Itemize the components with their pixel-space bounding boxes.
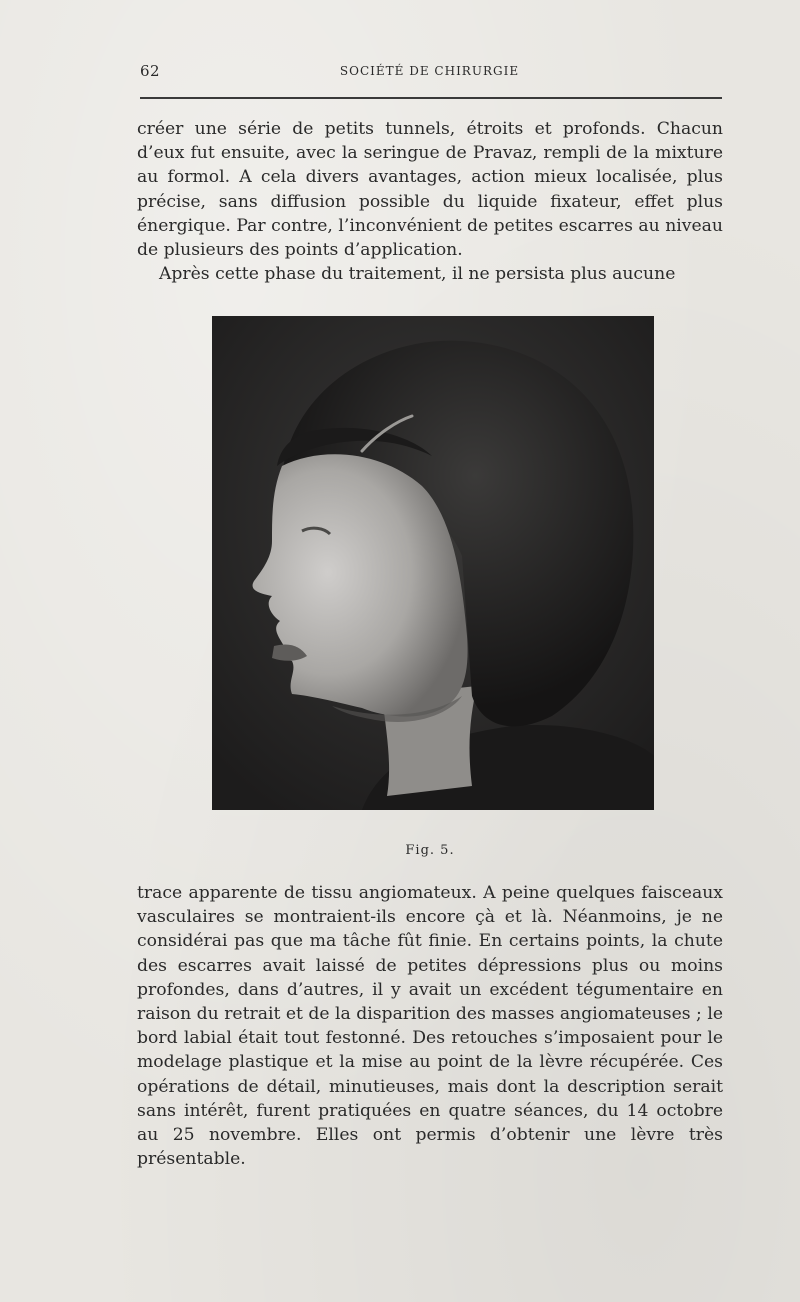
- running-title: SOCIÉTÉ DE CHIRURGIE: [339, 64, 520, 78]
- paragraph: créer une série de petits tunnels, étroits et profonds. Chacun d’eux fut ensuite, avec la seringue de Pravaz, rempli de la mixture au formol. A cela divers avantages, action mieux localisée, plus précise, sans diffusion possible du liquide fixateur, effet plus énergique. Par contre, l’inconvénient de petites escarres au niveau de plusieurs des points d’application.: [137, 119, 723, 261]
- running-head: [137, 62, 722, 84]
- figure-caption: Fig. 5.: [405, 843, 455, 858]
- header-rule: [140, 97, 722, 99]
- body-text-top: [137, 117, 723, 286]
- paragraph: trace apparente de tissu angiomateux. A peine quelques faisceaux vasculaires se montraient-ils encore çà et là. Néanmoins, je ne considérai pas que ma tâche fût finie. En certains points, la chute des escarres avait laissé de petites dépressions plus ou moins profondes, dans d’autres, il y avait un excédent tégumentaire en raison du retrait et de la disparition des masses angiomateuses ; le bord labial était tout festonné. Des retouches s’imposaient pour le modelage plastique et la mise au point de la lèvre récupérée. Ces opérations de détail, minutieuses, mais dont la description serait sans intérêt, furent pratiquées en quatre séances, du 14 octobre au 25 novembre. Elles ont permis d’obtenir une lèvre très présentable.: [137, 883, 723, 1170]
- page-number: 62: [140, 62, 161, 80]
- profile-portrait-image: [212, 316, 654, 810]
- body-text-bottom: [137, 881, 723, 1171]
- figure-photograph: [212, 316, 654, 810]
- paragraph: Après cette phase du traitement, il ne persista plus aucune: [159, 264, 676, 285]
